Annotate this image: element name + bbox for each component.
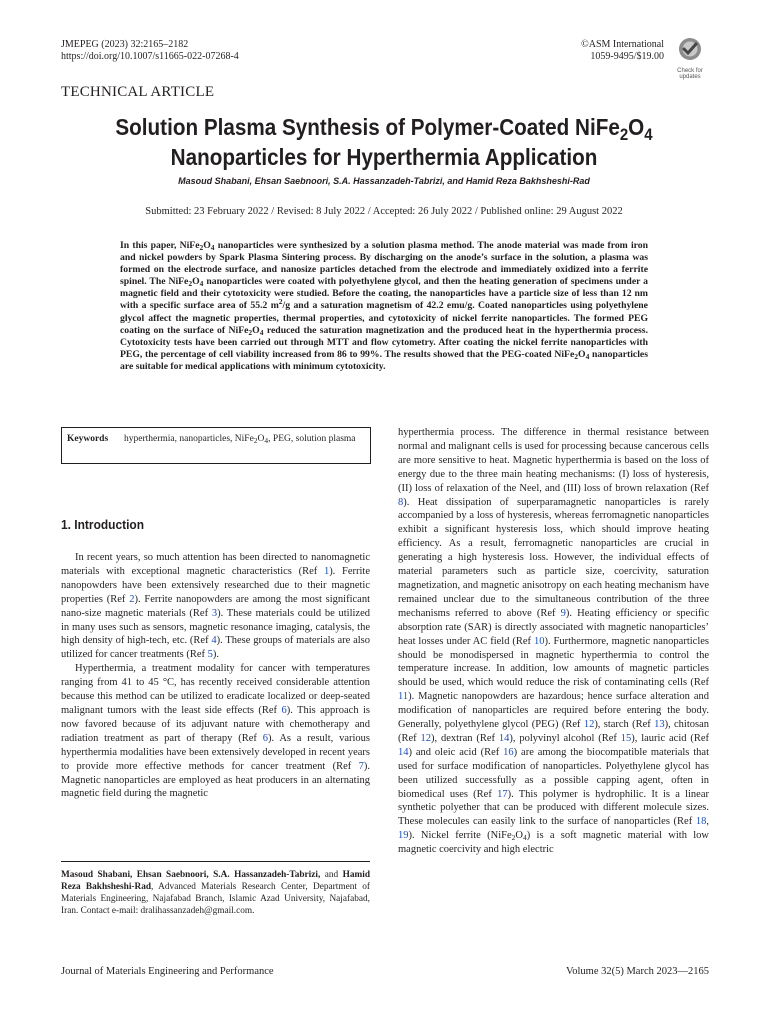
section-heading-introduction: 1. Introduction xyxy=(61,517,145,532)
author-affiliation: Masoud Shabani, Ehsan Saebnoori, S.A. Hassanzadeh-Tabrizi, and Hamid Reza Bakhsheshi-Rad, Advanced Materials Research Center, Department of Materials Engineering, Najafabad Branch, Islamic Azad University, Najafabad, Iran. Contact e-mail: dralihassanzadeh@gmail.com. xyxy=(61,870,371,916)
footnote-divider xyxy=(61,861,370,862)
journal-reference: JMEPEG (2023) 32:2165–2182 xyxy=(61,39,189,50)
footer-journal-name: Journal of Materials Engineering and Performance xyxy=(61,966,274,977)
article-title: Solution Plasma Synthesis of Polymer-Coated $NiFe_2O_4$ Nanoparticles for Hyperthermia Application xyxy=(115,114,653,170)
intro-paragraph-2-continued: hyperthermia process. The difference in thermal resistance between normal and malignant cells is used for processing because cancerous cells are more sensitive to heat. Magnetic hyperthermia is based on the loss of energy due to the three main heating mechanisms: (I) loss of hysteresis, (II) loss of relaxation of the Neel, and (III) loss of brown relaxation (Ref 8). Heat dissipation of superparamagnetic nanoparticles is rarely accompanied by a loss of hysteresis, whereas ferromagnetic nanoparticles exhibit a significant hysteresis loss, which should improve heating efficiency. As a result, ferromagnetic nanoparticles are crucial in generating a high hysteresis loss. However, the individual effects of material parameters such as particle size, coercivity, saturation magnetization, and magnetic anisotropy on each heating mechanism have remained unclear due to the simultaneous contribution of the three mechanisms referred to above (Ref 9). Heating efficiency or specific absorption rate (SAR) is directly associated with magnetic nanoparticles’ heat losses under AC field (Ref 10). Furthermore, magnetic nanoparticles should be monodispersed in magnetic hyperthermia to control the temperature increase. In addition, low amounts of magnetic particles should be used, which would reduce the risk of contaminating cells (Ref 11). Magnetic nanopowders are hazardous; hence surface alteration and modification of nanoparticles are required before entering the body. Generally, polyethylene glycol (PEG) (Ref 12), starch (Ref 13), chitosan (Ref 12), dextran (Ref 14), polyvinyl alcohol (Ref 15), lauric acid (Ref 14) and oleic acid (Ref 16) are among the biocompatible materials that used for surface modification of nanoparticles. Polyethylene glycol has been utilized successfully as a possible capping agent, often in biomedical uses (Ref 17). This polymer is hydrophilic. It is a linear synthetic polyether that can be produced with different molecule sizes. These molecules can easily link to the surface of nanoparticles (Ref 18, 19). Nickel ferrite (NiFe2O4) is a soft magnetic material with low magnetic coercivity and high electric xyxy=(398,427,710,856)
issn-price: 1059-9495/$19.00 xyxy=(590,51,664,62)
intro-paragraph-2: Hyperthermia, a treatment modality for cancer with temperatures ranging from 41 to 45 °C, has recently received considerable attention because this method can be utilized to eradicate localized or deep-seated malignant tumors with the least side effects (Ref 6). This approach is now favored because of its adjuvant nature with chemotherapy and radiation treatment as part of therapy (Ref 6). As a result, various hyperthermia modalities have been extensively developed in recent years to provide more effective methods for cancer treatment (Ref 7). Magnetic nanoparticles are employed as heat producers in an alternating magnetic field during the magnetic xyxy=(61,663,370,800)
keywords-box xyxy=(61,427,371,464)
publication-dates: Submitted: 23 February 2022 / Revised: 8 July 2022 / Accepted: 26 July 2022 / Published online: 29 August 2022 xyxy=(145,206,623,217)
doi-link[interactable]: https://doi.org/10.1007/s11665-022-07268-4 xyxy=(61,51,239,62)
check-for-updates-badge[interactable] xyxy=(671,37,709,80)
publisher-copyright: ©ASM International xyxy=(581,39,664,50)
intro-right-column xyxy=(398,426,709,857)
keywords-label: Keywords xyxy=(67,434,109,444)
footer-volume-page: Volume 32(5) March 2023—2165 xyxy=(566,966,709,977)
keywords-text: hyperthermia, nanoparticles, $NiFe_2O_4$, PEG, solution plasma xyxy=(124,434,356,445)
intro-left-column xyxy=(61,551,370,801)
badge-label-line1: Check for xyxy=(677,68,703,74)
intro-paragraph-1: In recent years, so much attention has been directed to nanomagnetic materials with exceptional magnetic characteristics (Ref 1). Ferrite nanopowders have been extensively researched due to their magnetic properties (Ref 2). Ferrite nanopowders are among the most significant nano-size magnetic materials (Ref 3). These materials could be utilized in many uses such as sensors, magnetic resonance imaging, catalysis, the high density of high-tech, etc. (Ref 4). These groups of materials are also utilized for cancer treatments (Ref 5). xyxy=(61,552,370,661)
badge-label-line2: updates xyxy=(679,74,701,80)
abstract: In this paper, $NiFe_2O_4$ nanoparticles were synthesized by a solution plasma method. The anode material was made from iron and nickel powders by Spark Plasma Sintering process. By discharging on the anode’s surface in the solution, a plasma was formed on the electrode surface, and nanosize particles detached from the electrode and immediately oxidized into a ferrite spinel. The $NiFe_2O_4$ nanoparticles were coated with polyethylene glycol, and then the heating generation of specimens under a magnetic field and their cytotoxicity were studied. Before the coating, the nanoparticles have a particle size of less than 12 nm with a specific surface area of 55.2 $m^2/g$ and a saturation magnetism of 42.2 emu/g. Coated nanoparticles using polyethylene glycol affect the magnetic properties, thermal properties, and cytotoxicity of nickel ferrite nanoparticles. The formed PEG coating on the surface of $NiFe_2O_4$ reduced the saturation magnetization and the produced heat in the hyperthermia process. Cytotoxicity tests have been carried out through MTT and flow cytometry. After coating the nickel ferrite nanoparticles with PEG, the percentage of cell viability increased from 86 to 99%. The results showed that the PEG-coated $NiFe_2O_4$ nanoparticles are suitable for medical applications with minimum cytotoxicity. xyxy=(120,240,649,372)
article-type: TECHNICAL ARTICLE xyxy=(61,84,215,100)
check-for-updates-icon xyxy=(671,37,709,63)
author-list: Masoud Shabani, Ehsan Saebnoori, S.A. Hassanzadeh-Tabrizi, and Hamid Reza Bakhsheshi-Rad xyxy=(178,176,590,186)
